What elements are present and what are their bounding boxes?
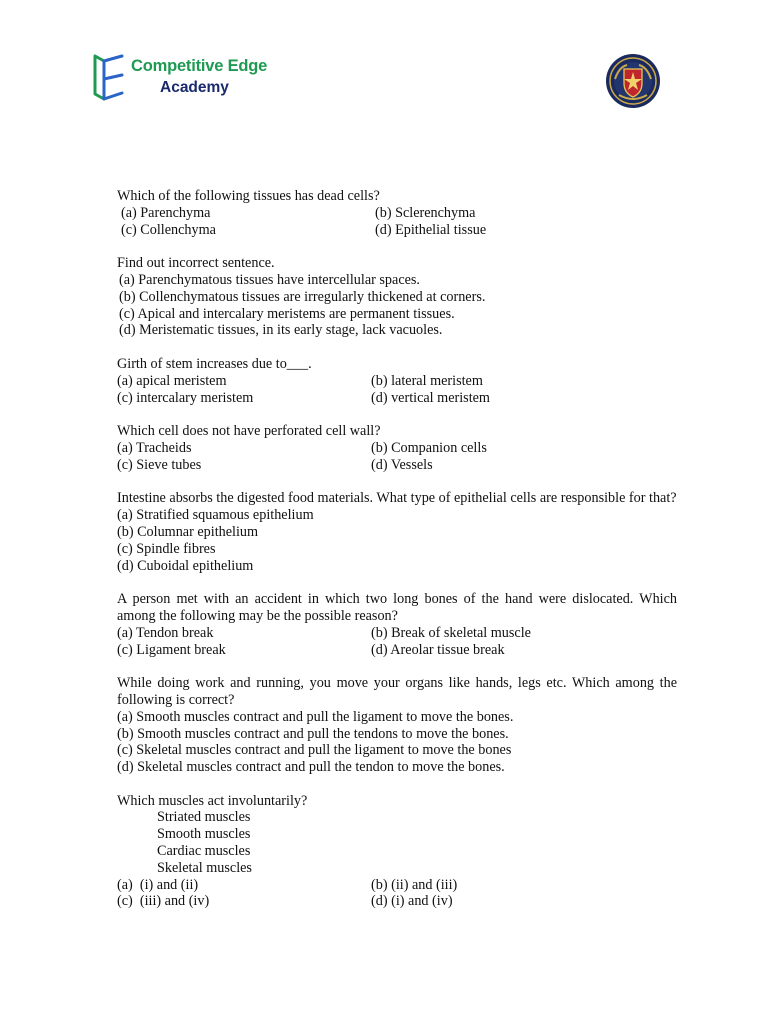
school-crest-icon — [605, 53, 661, 109]
option-c: (c) Collenchyma — [121, 221, 216, 238]
logo-subtitle: Academy — [160, 79, 229, 96]
option-a: (a) Tendon break — [117, 624, 214, 641]
option-d: (d) (i) and (iv) — [371, 893, 453, 910]
option-b: (b) lateral meristem — [371, 372, 483, 389]
question-2 — [117, 255, 677, 339]
option-c: (c) Ligament break — [117, 641, 226, 658]
option-b: (b) Companion cells — [371, 439, 487, 456]
question-stem: Find out incorrect sentence. — [117, 255, 275, 272]
question-stem: Which cell does not have perforated cell wall? — [117, 423, 381, 440]
option-b: (b) Break of skeletal muscle — [371, 624, 531, 641]
option-c: (c) intercalary meristem — [117, 389, 254, 406]
option-a: (a) Smooth muscles contract and pull the ligament to move the bones. — [117, 708, 514, 725]
option-a: (a) Stratified squamous epithelium — [117, 507, 314, 524]
option-d: (d) Meristematic tissues, in its early stage, lack vacuoles. — [119, 322, 443, 339]
question-7 — [117, 675, 677, 776]
question-list — [117, 188, 677, 927]
option-d: (d) vertical meristem — [371, 389, 490, 406]
option-a: (a) Parenchymatous tissues have intercellular spaces. — [119, 271, 420, 288]
question-stem: Intestine absorbs the digested food materials. What type of epithelial cells are responsible for that? — [117, 490, 677, 507]
question-3 — [117, 356, 677, 406]
option-a: (a) apical meristem — [117, 372, 227, 389]
option-d: (d) Vessels — [371, 456, 433, 473]
option-c: (c) Apical and intercalary meristems are permanent tissues. — [119, 305, 455, 322]
statement-iii: Cardiac muscles — [157, 843, 251, 860]
option-b: (b) Smooth muscles contract and pull the tendons to move the bones. — [117, 725, 509, 742]
academy-logo — [92, 52, 268, 104]
question-stem: Which of the following tissues has dead cells? — [117, 188, 380, 204]
option-c: (c) (iii) and (iv) — [117, 893, 210, 910]
question-stem: A person met with an accident in which two long bones of the hand were dislocated. Which among the following may be the possible reason? — [117, 591, 677, 624]
logo-title: Competitive Edge — [131, 57, 268, 75]
question-6 — [117, 591, 677, 658]
book-logo-icon — [92, 52, 128, 102]
option-b: (b) Columnar epithelium — [117, 523, 259, 540]
option-c: (c) Skeletal muscles contract and pull the ligament to move the bones — [117, 742, 512, 759]
option-d: (d) Skeletal muscles contract and pull the tendon to move the bones. — [117, 759, 505, 776]
question-8 — [117, 793, 677, 911]
option-d: (d) Epithelial tissue — [375, 221, 487, 238]
question-1 — [117, 188, 677, 238]
option-d: (d) Areolar tissue break — [371, 641, 505, 658]
statement-ii: Smooth muscles — [157, 826, 251, 843]
option-c: (c) Spindle fibres — [117, 540, 216, 557]
question-5 — [117, 490, 677, 574]
option-b: (b) (ii) and (iii) — [371, 876, 458, 893]
question-stem: Girth of stem increases due to___. — [117, 355, 312, 372]
question-4 — [117, 423, 677, 473]
statement-iv: Skeletal muscles — [157, 859, 252, 876]
statement-i: Striated muscles — [157, 809, 251, 826]
option-a: (a) Parenchyma — [121, 204, 211, 221]
option-c: (c) Sieve tubes — [117, 456, 202, 473]
option-b: (b) Sclerenchyma — [375, 204, 476, 221]
question-stem: While doing work and running, you move your organs like hands, legs etc. Which among the following is correct? — [117, 675, 677, 708]
option-d: (d) Cuboidal epithelium — [117, 557, 254, 574]
option-a: (a) Tracheids — [117, 439, 192, 456]
option-a: (a) (i) and (ii) — [117, 876, 199, 893]
option-b: (b) Collenchymatous tissues are irregularly thickened at corners. — [119, 288, 486, 305]
question-stem: Which muscles act involuntarily? — [117, 792, 308, 809]
